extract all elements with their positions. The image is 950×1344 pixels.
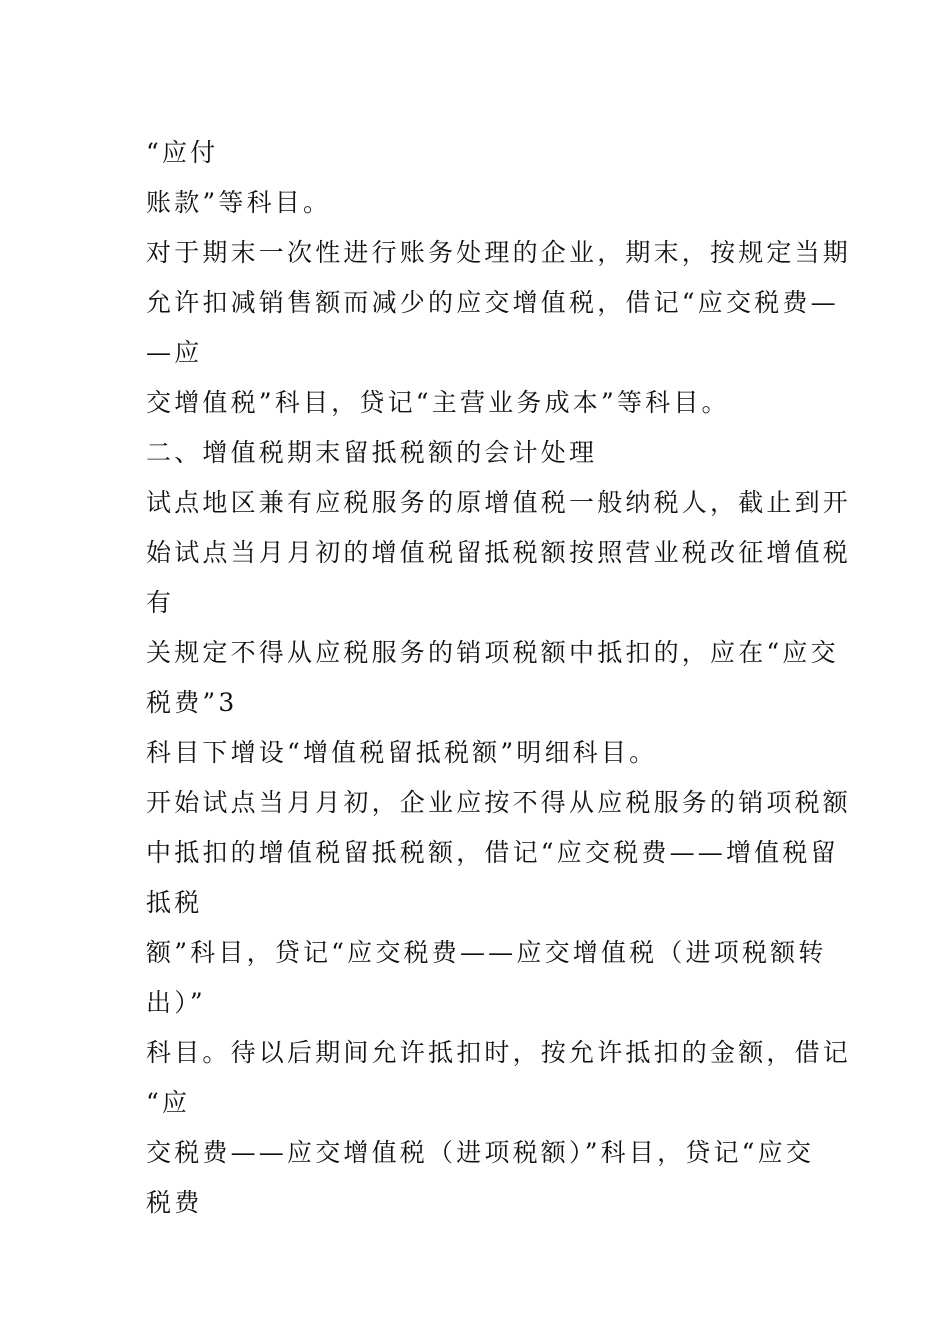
text-line: 交增值税”科目，贷记“主营业务成本”等科目。 (146, 388, 730, 417)
text-line: 出）” (146, 988, 206, 1017)
text-line: 对于期末一次性进行账务处理的企业，期末，按规定当期 (146, 238, 852, 267)
section-heading: 二、增值税期末留抵税额的会计处理 (146, 438, 598, 467)
text-line: “应付 (146, 138, 219, 167)
text-line: 科目。待以后期间允许抵扣时，按允许抵扣的金额，借记 (146, 1038, 852, 1067)
text-line: 允许扣减销售额而减少的应交增值税，借记“应交税费— (146, 288, 839, 317)
text-line: 关规定不得从应税服务的销项税额中抵扣的，应在“应交 (146, 638, 839, 667)
text-line: 开始试点当月月初，企业应按不得从应税服务的销项税额 (146, 788, 852, 817)
text-line: 试点地区兼有应税服务的原增值税一般纳税人，截止到开 (146, 488, 852, 517)
text-line: 交税费——应交增值税（进项税额）”科目，贷记“应交 (146, 1138, 815, 1167)
text-line: “应 (146, 1088, 191, 1117)
text-line: 有 (146, 588, 175, 617)
document-body (146, 128, 866, 1228)
text-line: 始试点当月月初的增值税留抵税额按照营业税改征增值税 (146, 538, 852, 567)
text-line: 税费 (146, 1188, 203, 1217)
text-line: 中抵扣的增值税留抵税额，借记“应交税费——增值税留 (146, 838, 839, 867)
text-line: 额”科目，贷记“应交税费——应交增值税（进项税额转 (146, 938, 827, 967)
text-line: 税费”3 (146, 688, 238, 717)
text-line: —应 (146, 338, 203, 367)
text-line: 账款”等科目。 (146, 188, 332, 217)
text-line: 抵税 (146, 888, 203, 917)
text-line: 科目下增设“增值税留抵税额”明细科目。 (146, 738, 658, 767)
